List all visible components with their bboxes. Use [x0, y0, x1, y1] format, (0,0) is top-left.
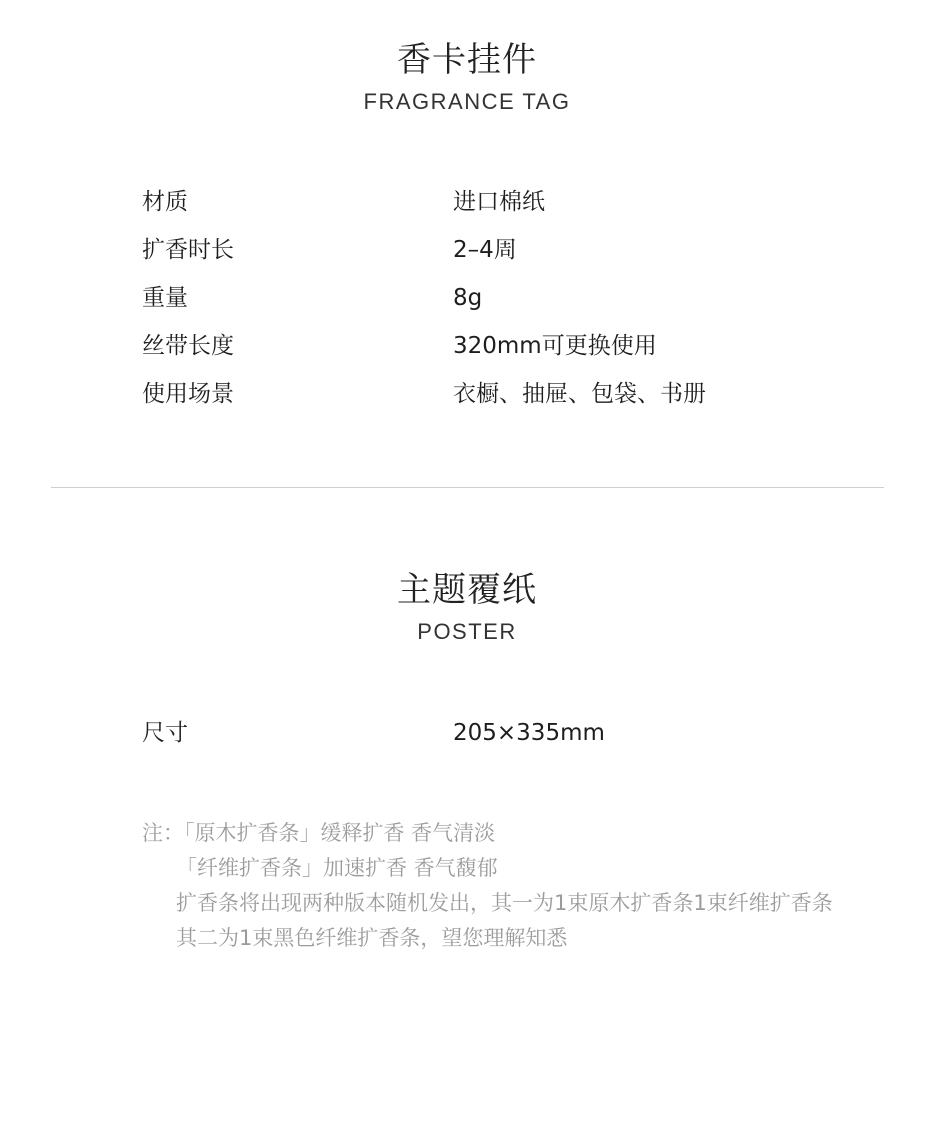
section-divider — [51, 487, 884, 488]
note-line: 扩香条将出现两种版本随机发出，其一为1束原木扩香条1束纤维扩香条 — [176, 891, 833, 915]
spec-value: 320mm可更换使用 — [453, 333, 657, 359]
fragrance-tag-title: 香卡挂件 — [397, 40, 537, 80]
spec-label: 材质 — [142, 189, 188, 215]
note-line: 其二为1束黑色纤维扩香条，望您理解知悉 — [176, 926, 568, 950]
spec-label: 丝带长度 — [142, 333, 234, 359]
poster-subtitle: POSTER — [417, 619, 517, 644]
spec-label: 扩香时长 — [142, 237, 234, 263]
spec-label: 重量 — [142, 285, 188, 311]
fragrance-tag-subtitle: FRAGRANCE TAG — [363, 89, 571, 114]
spec-value: 8g — [453, 285, 483, 311]
spec-row-ribbon-length — [0, 329, 934, 363]
spec-value: 205×335mm — [453, 720, 605, 746]
spec-row-usage-scene — [0, 377, 934, 411]
spec-row-duration — [0, 233, 934, 267]
poster-title: 主题覆纸 — [397, 570, 537, 610]
note-line: 「纤维扩香条」加速扩香 香气馥郁 — [176, 856, 498, 880]
spec-row-size — [0, 716, 934, 750]
spec-value: 衣橱、抽屉、包袋、书册 — [453, 381, 706, 407]
spec-row-weight — [0, 281, 934, 315]
spec-label: 尺寸 — [142, 720, 188, 746]
note-line: 注：「原木扩香条」缓释扩香 香气清淡 — [142, 821, 496, 845]
spec-label: 使用场景 — [142, 381, 234, 407]
spec-value: 进口棉纸 — [453, 189, 545, 215]
spec-row-material — [0, 185, 934, 219]
spec-value: 2–4周 — [453, 237, 517, 263]
